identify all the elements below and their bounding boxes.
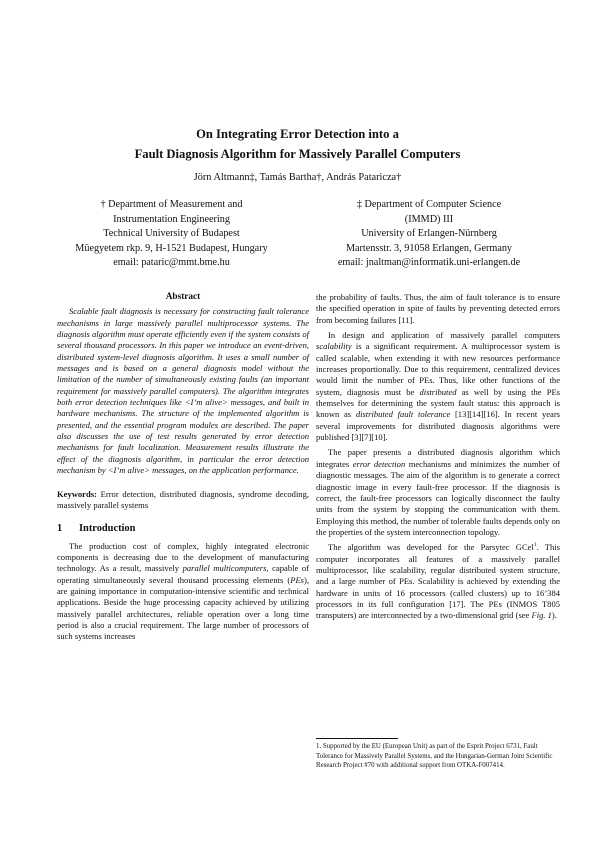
emphasis: PEs: [290, 574, 305, 585]
affiliation-line: Martensstr. 3, 91058 Erlangen, Germany: [345, 242, 513, 254]
affiliation-budapest: [44, 198, 299, 271]
figure-reference[interactable]: Fig. 1: [531, 610, 552, 621]
emphasis: parallel multicomputers: [182, 563, 267, 574]
title-line-1: On Integrating Error Detection into a: [196, 127, 399, 141]
section-title: Introduction: [79, 523, 136, 535]
text-run: ).: [551, 610, 557, 621]
emphasis: distributed: [419, 386, 457, 397]
footnote-marker[interactable]: 1: [533, 542, 537, 549]
paragraph: the probability of faults. Thus, the aim of fault tolerance is to ensure the specified operation in spite of faults by preventing detected errors from becoming failures [11].: [316, 292, 560, 325]
text-run: [13][14][16]. In recent years several improvements for distributed diagnosis algorithms were published [3][7][10].: [316, 409, 560, 443]
text-run: The paper presents a distributed diagnosis algorithm which integrates: [316, 447, 560, 469]
keywords-label: Keywords:: [57, 488, 97, 499]
paragraph: [316, 330, 560, 443]
text-run: . This computer incorporates all features of a massively parallel multiprocessor, like scalability, regular distributed system structure, and a large number of PEs. Scalability is achieved by extending the hardware in units of 16 processors (called clusters) up to 16’384 processors in its full configuration [17]. The PEs (INMOS T805 transputers) are interconnected by a two-dimensional grid (see: [316, 542, 560, 621]
text-run: The production cost of complex, highly integrated electronic components is decreasing due to the development of manufacturing technology. As a result, massively: [57, 540, 309, 574]
abstract-heading: Abstract: [165, 292, 201, 302]
email-link-budapest[interactable]: email: pataric@mmt.bme.hu: [113, 257, 230, 269]
affiliation-erlangen: [297, 198, 561, 271]
affiliation-line: University of Erlangen-Nürnberg: [361, 228, 497, 240]
text-run: is a significant requirement. A multiprocessor system is called scalable, when extending it with new resources performance increases proportionally. Due to this requirement, centralized devices would limit the number of PEs. Thus, like other functions of the system, diagnosis must be: [316, 341, 560, 397]
paragraph: [316, 447, 560, 538]
abstract-text: Scalable fault diagnosis is necessary for constructing fault tolerance mechanisms in large massively parallel multiprocessor systems. The diagnosis algorithm must operate efficiently even if the system consists of several thousand processors. In this paper we introduce an event-driven, distributed system-level diagnosis algorithm. It uses a small number of messages and is based on a general diagnosis model without the limitation of the number of simultaneously existing faults (an important requirement for massively parallel computers). The algorithm integrates both error detection techniques like <I’m alive> messages, and built in hardware mechanisms. The structure of the implemented algorithm is presented, and the essential program modules are described. The paper also discusses the use of test results generated by error detection mechanisms for fault localization. Measurement results illustrate the effect of the diagnosis algorithm, in particular the error detection mechanism by <I’m alive> messages, on the application performance.: [57, 306, 309, 476]
emphasis: error detection: [352, 458, 406, 469]
affiliation-line: Instrumentation Engineering: [113, 213, 230, 225]
emphasis: scalability: [316, 341, 352, 352]
affiliation-line: † Department of Measurement and: [100, 199, 243, 210]
text-run: mechanisms and minimizes the number of diagnostic messages. The aim of the algorithm is to generate a correct diagnostic image in every fault-free processor. If the diagnosis is correct, the fault-free processors can logically disconnect the faulty units from the system by stopping the communication with them. Employing this method, the number of tolerable faults depends only on the properties of the system interconnection topology.: [316, 458, 560, 537]
text-run: The algorithm was developed for the Parsytec GCel: [328, 542, 534, 553]
text-run: as well by using the PEs themselves for determining the system fault status: this approach is known as: [316, 386, 560, 420]
text-run: ), are gaining importance in computation-intensive scientific and technical applications. Beside the huge processing capacity achieved by utilizing massively parallel architectures, reliable operation over a long time period is also a crucial requirement. The large number of processors of such systems increases: [57, 574, 309, 642]
paragraph: [316, 542, 560, 621]
affiliation-line: (IMMD) III: [404, 213, 454, 225]
email-link-erlangen[interactable]: email: jnaltman@informatik.uni-erlangen.de: [337, 257, 521, 269]
section-number: 1: [57, 523, 63, 535]
right-column: [316, 292, 560, 622]
author-list: Jörn Altmann‡, Tamás Bartha†, András Pataricza†: [193, 172, 402, 183]
paper-title: [0, 124, 595, 164]
text-run: , capable of operating simultaneously several thousand processing elements (: [57, 563, 309, 585]
left-column: [57, 292, 309, 643]
title-line-2: Fault Diagnosis Algorithm for Massively Parallel Computers: [134, 147, 461, 161]
text-run: In design and application of massively parallel computers: [328, 330, 560, 341]
keywords: [57, 489, 309, 512]
keywords-text: Error detection, distributed diagnosis, syndrome decoding, massively parallel systems: [57, 488, 309, 510]
emphasis: distributed fault tolerance: [355, 409, 451, 420]
footnote: 1. Supported by the EU (European Unit) as part of the Esprit Project 6731, Fault Tolerance for Massively Parallel Systems, and the Hungarian-German Joint Scientific Research Project #70 with additional support from OTKA-F007414.: [316, 743, 553, 770]
affiliation-line: Müegyetem rkp. 9, H-1521 Budapest, Hungary: [75, 242, 268, 254]
affiliation-line: Technical University of Budapest: [103, 228, 240, 240]
section-heading-introduction: [57, 523, 309, 534]
intro-paragraph: [57, 541, 309, 643]
footnote-divider: [316, 738, 398, 739]
affiliation-line: ‡ Department of Computer Science: [356, 199, 502, 210]
